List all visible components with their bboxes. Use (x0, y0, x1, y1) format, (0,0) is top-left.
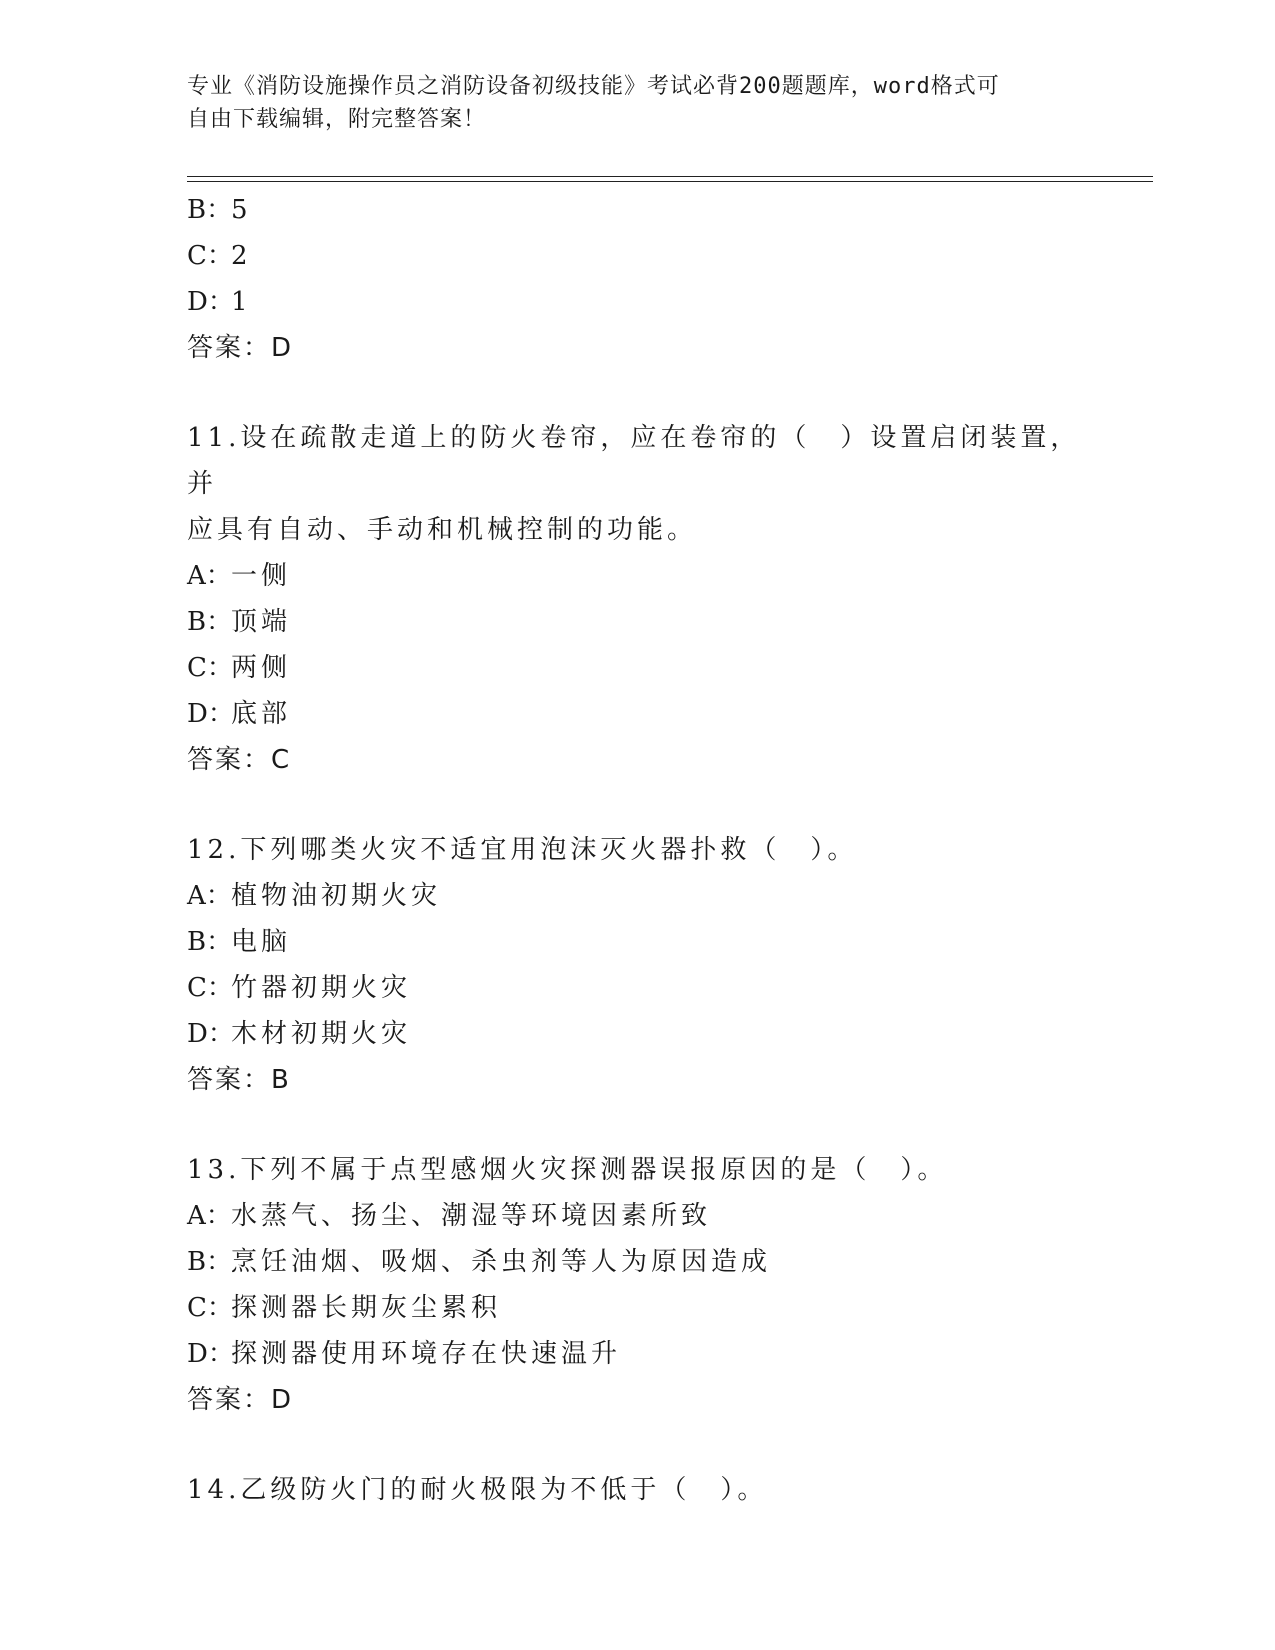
option-d: D：木材初期火灾 (187, 1019, 412, 1049)
header-divider (187, 176, 1153, 177)
option-a: A：水蒸气、扬尘、潮湿等环境因素所致 (187, 1201, 712, 1231)
header-title-line-2: 自由下载编辑，附完整答案！ (187, 107, 487, 132)
option-a: A：一侧 (187, 561, 292, 591)
question-list (187, 187, 1087, 1513)
document-header (187, 70, 1087, 136)
option-b: B：电脑 (187, 927, 292, 957)
option-c: C：两侧 (187, 653, 292, 683)
question-text: 13.下列不属于点型感烟火灾探测器误报原因的是（ ）。 (187, 1155, 948, 1185)
option-d: D：探测器使用环境存在快速温升 (187, 1339, 622, 1369)
header-divider-double (187, 181, 1153, 182)
option-b: B：顶端 (187, 607, 292, 637)
question-10-continued (187, 187, 1087, 371)
option-d: D：底部 (187, 699, 292, 729)
header-title-line-1: 专业《消防设施操作员之消防设备初级技能》考试必背200题题库，word格式可 (187, 74, 1000, 99)
question-text: 11.设在疏散走道上的防火卷帘，应在卷帘的（ ）设置启闭装置，并 (187, 423, 1081, 499)
question-text: 12.下列哪类火灾不适宜用泡沫灭火器扑救（ ）。 (187, 835, 858, 865)
answer-line: 答案：C (187, 745, 292, 775)
question-13 (187, 1147, 1087, 1423)
question-11 (187, 415, 1087, 783)
option-a: A：植物油初期火灾 (187, 881, 442, 911)
answer-line: 答案：D (187, 333, 294, 363)
answer-line: 答案：B (187, 1065, 291, 1095)
option-d: D：1 (187, 287, 252, 317)
option-b: B：烹饪油烟、吸烟、杀虫剂等人为原因造成 (187, 1247, 772, 1277)
option-c: C：2 (187, 241, 252, 271)
answer-line: 答案：D (187, 1385, 294, 1415)
option-b: B：5 (187, 195, 252, 225)
option-c: C：竹器初期火灾 (187, 973, 412, 1003)
question-14 (187, 1467, 1087, 1513)
question-text: 14.乙级防火门的耐火极限为不低于（ ）。 (187, 1475, 768, 1505)
question-12 (187, 827, 1087, 1103)
option-c: C：探测器长期灰尘累积 (187, 1293, 502, 1323)
question-text-continued: 应具有自动、手动和机械控制的功能。 (187, 515, 698, 545)
